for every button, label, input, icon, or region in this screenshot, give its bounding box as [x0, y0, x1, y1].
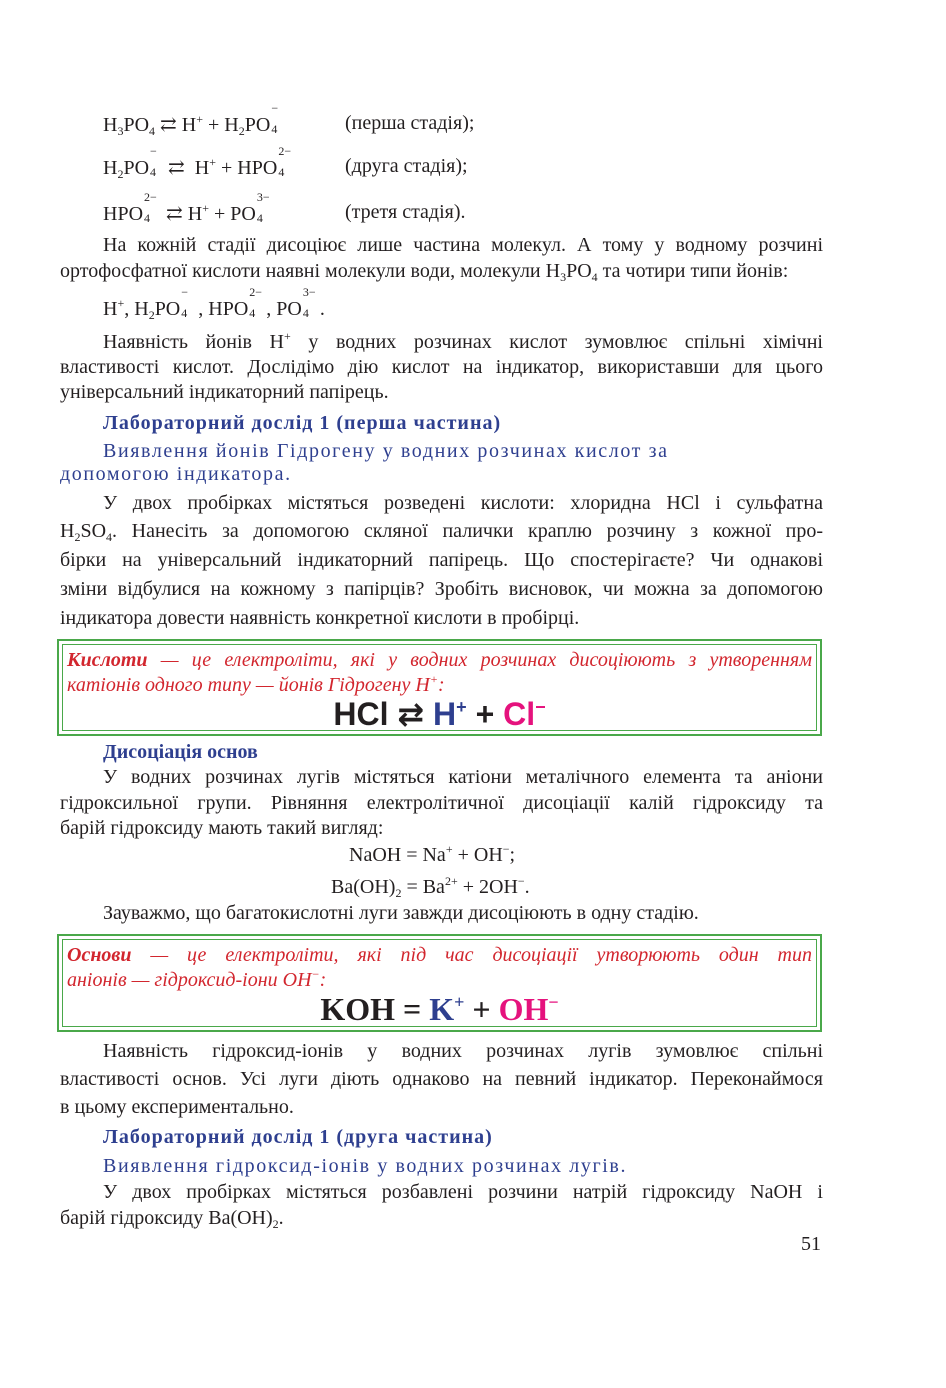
- paragraph-line: На кожній стадії дисоціює лише частина молекул. А тому у водному розчині: [103, 234, 823, 256]
- paragraph-line: зміни відбулися на кожному з папірців? Зробіть висновок, чи можна за допомогою: [60, 578, 823, 600]
- paragraph-line: ортофосфатної кислоти наявні молекули води, молекули $H_3PO_4$ та чотири типи йонів:: [60, 260, 789, 284]
- paragraph-line: бірки на універсальний індикаторний папірець. Що спостерігаєте? Чи однакові: [60, 549, 823, 571]
- paragraph-line: універсальний індикаторний папірець.: [60, 381, 389, 403]
- equation-stage-2-note: (друга стадія);: [345, 155, 468, 177]
- lab-experiment-title: Лабораторний дослід 1 (перша частина): [103, 412, 502, 434]
- paragraph-line: барій гідроксиду $Ba(OH)_2$.: [60, 1207, 284, 1231]
- paragraph-line: властивості основ. Усі луги діють однаково на певний індикатор. Переконаймося: [60, 1068, 823, 1090]
- lab-experiment-subtitle: Виявлення йонів Гідрогену у водних розчинах кислот за: [103, 440, 669, 462]
- equation-stage-3: HPO 2− 4 ⇄ H+ + PO 3− 4: [103, 190, 270, 225]
- bases-definition-line: аніонів — гідроксид-іони OH−:: [67, 967, 327, 991]
- paragraph-line: барій гідроксиду мають такий вигляд:: [60, 817, 384, 839]
- term-acids: Кислоти: [67, 649, 148, 671]
- paragraph-line: властивості кислот. Дослідімо дію кислот на індикатор, використавши для цього: [60, 356, 823, 378]
- paragraph-line: індикатора довести наявність конкретної кислоти в пробірці.: [60, 607, 580, 629]
- paragraph-line: У двох пробірках містяться розбавлені розчини натрій гідроксиду NaOH і: [103, 1181, 823, 1203]
- paragraph-line: Зауважмо, що багатокислотні луги завжди дисоціюють в одну стадію.: [103, 902, 699, 924]
- paragraph-line: У водних розчинах лугів містяться катіони металічного елемента та аніони: [103, 766, 823, 788]
- paragraph-line: в цьому експериментально.: [60, 1096, 294, 1118]
- acids-definition-line: катіонів одного типу — йонів Гідрогену H+:: [67, 672, 445, 696]
- paragraph-line: $H_2SO_4$. Нанесіть за допомогою скляної палички краплю розчину з кожної про-: [60, 520, 823, 544]
- koh-dissociation-equation: KOH = K+ + OH−: [320, 991, 559, 1027]
- section-title: Дисоціація основ: [103, 741, 258, 763]
- equation-stage-3-note: (третя стадія).: [345, 201, 466, 223]
- naoh-equation: NaOH = Na+ + OH−;: [349, 842, 516, 866]
- term-bases: Основи: [67, 944, 132, 966]
- bases-definition-line: Основи — це електроліти, які під час дисоціації утворюють один тип: [67, 944, 812, 966]
- equation-stage-1-note: (перша стадія);: [345, 112, 475, 134]
- acids-definition-line: Кислоти — це електроліти, які у водних розчинах дисоціюють з утворенням: [67, 649, 812, 671]
- baoh2-equation: $Ba(OH)_2 = Ba^{2+} + 2OH^-$.: [331, 874, 530, 900]
- equation-stage-1: $H_3PO_4$ ⇄ $H^+ + H_2PO$ − 4: [103, 101, 279, 138]
- paragraph-line: У двох пробірках містяться розведені кислоти: хлоридна HCl і сульфатна: [103, 492, 823, 514]
- equation-stage-2: $H_2PO$ − 4 ⇄ H+ + HPO 2− 4: [103, 144, 292, 181]
- page-number: 51: [801, 1233, 821, 1255]
- lab-experiment-subtitle: допомогою індикатора.: [60, 463, 292, 485]
- lab-experiment-subtitle: Виявлення гідроксид-іонів у водних розчинах лугів.: [103, 1155, 628, 1177]
- bases-definition-box: [57, 934, 822, 1032]
- hcl-dissociation-equation: HCl ⇄ H+ + Cl−: [333, 696, 546, 732]
- lab-experiment-title: Лабораторний дослід 1 (друга частина): [103, 1126, 493, 1148]
- acids-definition-box: [57, 639, 822, 736]
- ion-list: H+, $H_2PO$ − 4 , HPO 2− 4 , PO 3− 4 .: [103, 285, 325, 322]
- paragraph-line: гідроксильної групи. Рівняння електролітичної дисоціації калій гідроксиду та: [60, 792, 823, 814]
- paragraph-line: Наявність йонів H+ у водних розчинах кислот зумовлює спільні хімічні: [103, 329, 823, 353]
- paragraph-line: Наявність гідроксид-іонів у водних розчинах лугів зумовлює спільні: [103, 1040, 823, 1062]
